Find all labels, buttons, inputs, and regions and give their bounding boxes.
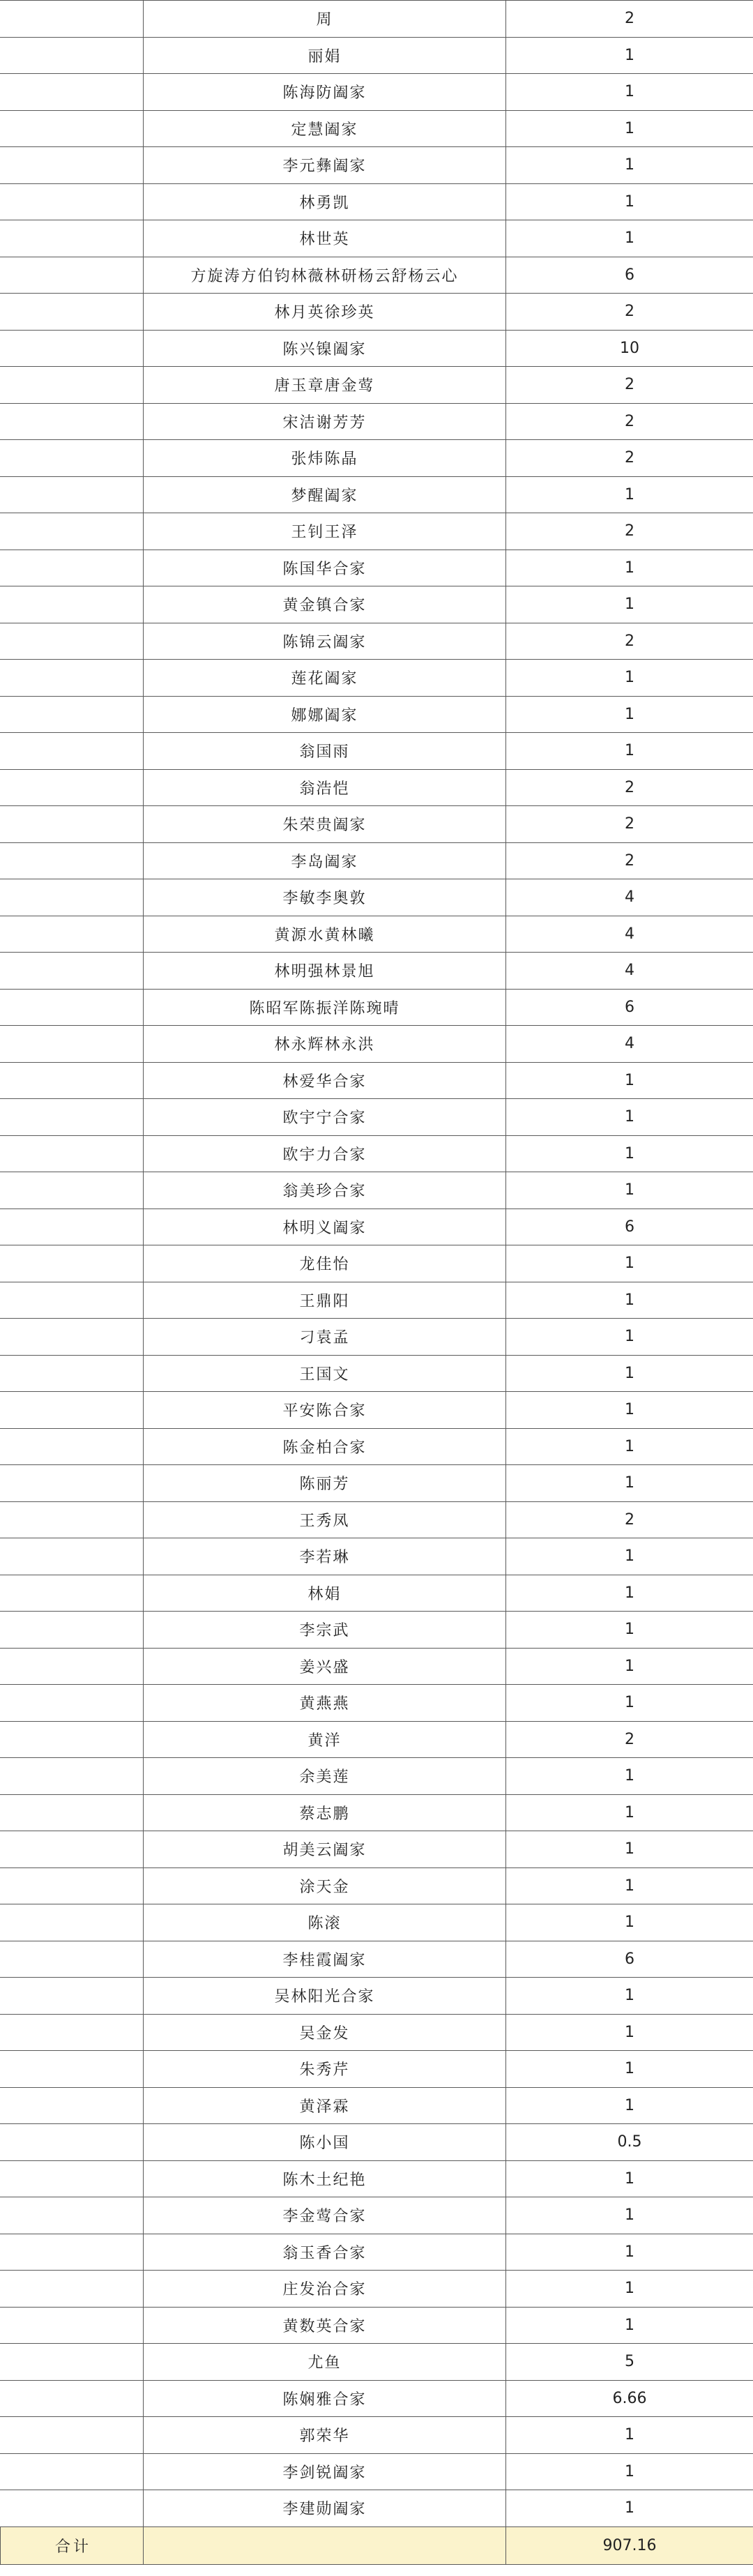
table-row xyxy=(1,367,753,404)
donor-name-cell: 王国文 xyxy=(144,1355,506,1392)
table-row xyxy=(1,842,753,879)
donor-name-cell: 黄源水黄林曦 xyxy=(144,916,506,953)
count-cell: 1 xyxy=(506,476,753,513)
blank-cell xyxy=(1,403,144,440)
donor-name-cell: 陈海防阖家 xyxy=(144,74,506,111)
blank-cell xyxy=(1,1355,144,1392)
donor-name-cell: 吴林阳光合家 xyxy=(144,1978,506,2015)
count-cell: 1 xyxy=(506,1099,753,1136)
donor-name-cell: 李金莺合家 xyxy=(144,2197,506,2234)
table-row xyxy=(1,2124,753,2161)
donor-name-cell: 翁美珍合家 xyxy=(144,1172,506,1209)
donor-name-cell: 林永辉林永洪 xyxy=(144,1026,506,1063)
donor-name-cell: 李桂霞阖家 xyxy=(144,1941,506,1978)
count-cell: 1 xyxy=(506,2087,753,2124)
donor-name-cell: 吴金发 xyxy=(144,2014,506,2051)
donor-name-cell: 李元彝阖家 xyxy=(144,147,506,184)
blank-cell xyxy=(1,623,144,660)
table-row xyxy=(1,1245,753,1282)
donor-name-cell: 林娟 xyxy=(144,1575,506,1612)
table-row xyxy=(1,2271,753,2308)
count-cell: 4 xyxy=(506,1026,753,1063)
table-row xyxy=(1,1135,753,1172)
table-row xyxy=(1,147,753,184)
table-row xyxy=(1,769,753,806)
table-row xyxy=(1,2453,753,2490)
table-row xyxy=(1,1099,753,1136)
blank-cell xyxy=(1,1904,144,1941)
count-cell: 1 xyxy=(506,220,753,257)
count-cell: 4 xyxy=(506,953,753,990)
count-cell: 1 xyxy=(506,1978,753,2015)
table-row xyxy=(1,586,753,623)
table-row xyxy=(1,550,753,586)
blank-cell xyxy=(1,37,144,74)
count-cell: 1 xyxy=(506,1062,753,1099)
table-row xyxy=(1,1575,753,1612)
count-cell: 1 xyxy=(506,1245,753,1282)
blank-cell xyxy=(1,513,144,550)
table-row xyxy=(1,879,753,916)
blank-cell xyxy=(1,2234,144,2271)
donor-name-cell: 唐玉章唐金莺 xyxy=(144,367,506,404)
count-cell: 1 xyxy=(506,2271,753,2308)
donor-name-cell: 梦醒阖家 xyxy=(144,476,506,513)
table-row xyxy=(1,1978,753,2015)
count-cell: 1 xyxy=(506,1758,753,1795)
blank-cell xyxy=(1,1978,144,2015)
count-cell: 1 xyxy=(506,147,753,184)
blank-cell xyxy=(1,2307,144,2344)
blank-cell xyxy=(1,2051,144,2088)
table-row xyxy=(1,2307,753,2344)
count-cell: 1 xyxy=(506,183,753,220)
total-label: 合计 xyxy=(1,2526,144,2564)
donor-name-cell: 宋洁谢芳芳 xyxy=(144,403,506,440)
table-row xyxy=(1,1501,753,1538)
donation-table-body xyxy=(1,1,753,2527)
table-row xyxy=(1,1465,753,1502)
table-row xyxy=(1,1612,753,1649)
table-row xyxy=(1,1721,753,1758)
table-row xyxy=(1,1904,753,1941)
blank-cell xyxy=(1,733,144,770)
donor-name-cell: 李剑锐阖家 xyxy=(144,2453,506,2490)
count-cell: 6 xyxy=(506,1941,753,1978)
blank-cell xyxy=(1,2087,144,2124)
blank-cell xyxy=(1,110,144,147)
count-cell: 1 xyxy=(506,1867,753,1904)
donor-name-cell: 龙佳怡 xyxy=(144,1245,506,1282)
donor-name-cell: 林月英徐珍英 xyxy=(144,294,506,331)
table-row xyxy=(1,989,753,1026)
table-row xyxy=(1,733,753,770)
blank-cell xyxy=(1,2271,144,2308)
donor-name-cell: 胡美云阖家 xyxy=(144,1831,506,1868)
donor-name-cell: 陈兴镍阖家 xyxy=(144,330,506,367)
donor-name-cell: 王秀凤 xyxy=(144,1501,506,1538)
blank-cell xyxy=(1,220,144,257)
donor-name-cell: 黄燕燕 xyxy=(144,1685,506,1722)
blank-cell xyxy=(1,879,144,916)
count-cell: 1 xyxy=(506,1648,753,1685)
blank-cell xyxy=(1,440,144,477)
count-cell: 1 xyxy=(506,1392,753,1429)
blank-cell xyxy=(1,1831,144,1868)
blank-cell xyxy=(1,1172,144,1209)
count-cell: 2 xyxy=(506,1721,753,1758)
blank-cell xyxy=(1,2490,144,2527)
donor-name-cell: 李建勋阖家 xyxy=(144,2490,506,2527)
donor-name-cell: 黄数英合家 xyxy=(144,2307,506,2344)
blank-cell xyxy=(1,1867,144,1904)
table-row xyxy=(1,2380,753,2417)
donor-name-cell: 丽娟 xyxy=(144,37,506,74)
table-row xyxy=(1,183,753,220)
donor-name-cell: 王钊王泽 xyxy=(144,513,506,550)
count-cell: 1 xyxy=(506,2307,753,2344)
table-row xyxy=(1,2087,753,2124)
table-row xyxy=(1,623,753,660)
blank-cell xyxy=(1,2124,144,2161)
donor-name-cell: 黄洋 xyxy=(144,1721,506,1758)
table-row xyxy=(1,2160,753,2197)
count-cell: 1 xyxy=(506,2234,753,2271)
table-row xyxy=(1,330,753,367)
count-cell: 1 xyxy=(506,1575,753,1612)
blank-cell xyxy=(1,660,144,697)
donor-name-cell: 刁袁孟 xyxy=(144,1319,506,1356)
blank-cell xyxy=(1,1099,144,1136)
table-row xyxy=(1,696,753,733)
table-row xyxy=(1,440,753,477)
count-cell: 2 xyxy=(506,842,753,879)
blank-cell xyxy=(1,1941,144,1978)
donor-name-cell: 李若琳 xyxy=(144,1538,506,1575)
donor-name-cell: 陈昭军陈振洋陈琬晴 xyxy=(144,989,506,1026)
count-cell: 1 xyxy=(506,586,753,623)
count-cell: 1 xyxy=(506,1831,753,1868)
blank-cell xyxy=(1,183,144,220)
count-cell: 1 xyxy=(506,1135,753,1172)
donor-name-cell: 王鼎阳 xyxy=(144,1282,506,1319)
blank-cell xyxy=(1,1758,144,1795)
count-cell: 1 xyxy=(506,1612,753,1649)
blank-cell xyxy=(1,476,144,513)
donor-name-cell: 陈小国 xyxy=(144,2124,506,2161)
donor-name-cell: 定慧阖家 xyxy=(144,110,506,147)
blank-cell xyxy=(1,367,144,404)
donor-name-cell: 林明义阖家 xyxy=(144,1209,506,1245)
donor-name-cell: 陈锦云阖家 xyxy=(144,623,506,660)
count-cell: 1 xyxy=(506,1538,753,1575)
blank-cell xyxy=(1,257,144,294)
table-row xyxy=(1,2051,753,2088)
donor-name-cell: 莲花阖家 xyxy=(144,660,506,697)
count-cell: 0.5 xyxy=(506,2124,753,2161)
donor-name-cell: 涂天金 xyxy=(144,1867,506,1904)
blank-cell xyxy=(1,2344,144,2381)
count-cell: 1 xyxy=(506,2490,753,2527)
count-cell: 1 xyxy=(506,110,753,147)
count-cell: 2 xyxy=(506,440,753,477)
count-cell: 6 xyxy=(506,989,753,1026)
blank-cell xyxy=(1,1135,144,1172)
table-row xyxy=(1,476,753,513)
blank-cell xyxy=(1,74,144,111)
count-cell: 1 xyxy=(506,1428,753,1465)
blank-cell xyxy=(1,1026,144,1063)
count-cell: 1 xyxy=(506,1465,753,1502)
count-cell: 2 xyxy=(506,806,753,843)
donor-name-cell: 林世英 xyxy=(144,220,506,257)
blank-cell xyxy=(1,1319,144,1356)
donor-name-cell: 欧宇力合家 xyxy=(144,1135,506,1172)
count-cell: 1 xyxy=(506,2197,753,2234)
donor-name-cell: 郭荣华 xyxy=(144,2417,506,2454)
blank-cell xyxy=(1,1282,144,1319)
table-row xyxy=(1,1282,753,1319)
total-value: 907.16 xyxy=(506,2526,753,2564)
blank-cell xyxy=(1,806,144,843)
table-row xyxy=(1,1831,753,1868)
blank-cell xyxy=(1,1538,144,1575)
blank-cell xyxy=(1,1501,144,1538)
count-cell: 1 xyxy=(506,2014,753,2051)
count-cell: 1 xyxy=(506,74,753,111)
total-row xyxy=(1,2526,753,2564)
count-cell: 1 xyxy=(506,2453,753,2490)
donor-name-cell: 平安陈合家 xyxy=(144,1392,506,1429)
table-row xyxy=(1,110,753,147)
blank-cell xyxy=(1,330,144,367)
blank-cell xyxy=(1,2014,144,2051)
donor-name-cell: 陈国华合家 xyxy=(144,550,506,586)
count-cell: 1 xyxy=(506,550,753,586)
table-row xyxy=(1,1392,753,1429)
donor-name-cell: 李宗武 xyxy=(144,1612,506,1649)
donor-name-cell: 朱秀芹 xyxy=(144,2051,506,2088)
donor-name-cell: 黄泽霖 xyxy=(144,2087,506,2124)
count-cell: 2 xyxy=(506,769,753,806)
count-cell: 2 xyxy=(506,367,753,404)
blank-cell xyxy=(1,842,144,879)
count-cell: 6 xyxy=(506,1209,753,1245)
table-row xyxy=(1,916,753,953)
blank-cell xyxy=(1,2380,144,2417)
donor-name-cell: 周 xyxy=(144,1,506,38)
table-row xyxy=(1,1685,753,1722)
table-row xyxy=(1,1758,753,1795)
count-cell: 2 xyxy=(506,623,753,660)
count-cell: 1 xyxy=(506,1355,753,1392)
table-row xyxy=(1,2490,753,2527)
blank-cell xyxy=(1,1245,144,1282)
count-cell: 1 xyxy=(506,1319,753,1356)
blank-cell xyxy=(1,696,144,733)
blank-cell xyxy=(1,2197,144,2234)
blank-cell xyxy=(1,1575,144,1612)
count-cell: 1 xyxy=(506,1794,753,1831)
blank-cell xyxy=(1,2453,144,2490)
donor-name-cell: 欧宇宁合家 xyxy=(144,1099,506,1136)
donor-name-cell: 陈娴雅合家 xyxy=(144,2380,506,2417)
table-row xyxy=(1,74,753,111)
table-row xyxy=(1,2344,753,2381)
blank-cell xyxy=(1,1209,144,1245)
count-cell: 2 xyxy=(506,1,753,38)
donor-name-cell: 翁玉香合家 xyxy=(144,2234,506,2271)
table-row xyxy=(1,1941,753,1978)
table-row xyxy=(1,513,753,550)
donor-name-cell: 林爱华合家 xyxy=(144,1062,506,1099)
table-row xyxy=(1,1172,753,1209)
blank-cell xyxy=(1,1648,144,1685)
donor-name-cell: 方旋涛方伯钧林薇林研杨云舒杨云心 xyxy=(144,257,506,294)
table-row xyxy=(1,257,753,294)
count-cell: 1 xyxy=(506,733,753,770)
donor-name-cell: 陈丽芳 xyxy=(144,1465,506,1502)
donor-name-cell: 姜兴盛 xyxy=(144,1648,506,1685)
table-row xyxy=(1,294,753,331)
total-empty-cell xyxy=(144,2526,506,2564)
table-row xyxy=(1,220,753,257)
blank-cell xyxy=(1,550,144,586)
table-row xyxy=(1,2014,753,2051)
donor-name-cell: 陈滚 xyxy=(144,1904,506,1941)
blank-cell xyxy=(1,147,144,184)
donor-name-cell: 张炜陈晶 xyxy=(144,440,506,477)
table-row xyxy=(1,660,753,697)
table-row xyxy=(1,1026,753,1063)
count-cell: 5 xyxy=(506,2344,753,2381)
blank-cell xyxy=(1,1612,144,1649)
table-row xyxy=(1,806,753,843)
count-cell: 4 xyxy=(506,916,753,953)
blank-cell xyxy=(1,294,144,331)
donor-name-cell: 朱荣贵阖家 xyxy=(144,806,506,843)
blank-cell xyxy=(1,1794,144,1831)
donor-name-cell: 林勇凯 xyxy=(144,183,506,220)
blank-cell xyxy=(1,1,144,38)
blank-cell xyxy=(1,769,144,806)
table-row xyxy=(1,1209,753,1245)
donor-name-cell: 娜娜阖家 xyxy=(144,696,506,733)
count-cell: 1 xyxy=(506,2417,753,2454)
count-cell: 1 xyxy=(506,696,753,733)
donor-name-cell: 陈金柏合家 xyxy=(144,1428,506,1465)
count-cell: 1 xyxy=(506,1904,753,1941)
donor-name-cell: 尤鱼 xyxy=(144,2344,506,2381)
donor-name-cell: 陈木土纪艳 xyxy=(144,2160,506,2197)
count-cell: 2 xyxy=(506,294,753,331)
donor-name-cell: 林明强林景旭 xyxy=(144,953,506,990)
donor-name-cell: 余美莲 xyxy=(144,1758,506,1795)
table-row xyxy=(1,2417,753,2454)
count-cell: 6.66 xyxy=(506,2380,753,2417)
table-row xyxy=(1,953,753,990)
table-row xyxy=(1,1355,753,1392)
count-cell: 1 xyxy=(506,2160,753,2197)
blank-cell xyxy=(1,953,144,990)
blank-cell xyxy=(1,1685,144,1722)
donor-name-cell: 庄发治合家 xyxy=(144,2271,506,2308)
table-row xyxy=(1,2234,753,2271)
table-row xyxy=(1,403,753,440)
table-row xyxy=(1,1319,753,1356)
table-row xyxy=(1,1648,753,1685)
table-row xyxy=(1,2197,753,2234)
count-cell: 6 xyxy=(506,257,753,294)
blank-cell xyxy=(1,586,144,623)
count-cell: 1 xyxy=(506,2051,753,2088)
donor-name-cell: 黄金镇合家 xyxy=(144,586,506,623)
blank-cell xyxy=(1,916,144,953)
blank-cell xyxy=(1,1062,144,1099)
donor-name-cell: 蔡志鹏 xyxy=(144,1794,506,1831)
blank-cell xyxy=(1,2160,144,2197)
donor-name-cell: 李敏李奥敦 xyxy=(144,879,506,916)
blank-cell xyxy=(1,1465,144,1502)
count-cell: 1 xyxy=(506,37,753,74)
donor-name-cell: 李岛阖家 xyxy=(144,842,506,879)
blank-cell xyxy=(1,2417,144,2454)
count-cell: 4 xyxy=(506,879,753,916)
table-row xyxy=(1,1,753,38)
count-cell: 2 xyxy=(506,1501,753,1538)
donor-name-cell: 翁浩恺 xyxy=(144,769,506,806)
blank-cell xyxy=(1,1721,144,1758)
count-cell: 1 xyxy=(506,1172,753,1209)
table-row xyxy=(1,1794,753,1831)
count-cell: 1 xyxy=(506,660,753,697)
count-cell: 1 xyxy=(506,1282,753,1319)
donor-name-cell: 翁国雨 xyxy=(144,733,506,770)
table-row xyxy=(1,1062,753,1099)
blank-cell xyxy=(1,1392,144,1429)
count-cell: 2 xyxy=(506,513,753,550)
blank-cell xyxy=(1,1428,144,1465)
count-cell: 1 xyxy=(506,1685,753,1722)
table-row xyxy=(1,1867,753,1904)
count-cell: 10 xyxy=(506,330,753,367)
count-cell: 2 xyxy=(506,403,753,440)
table-row xyxy=(1,1428,753,1465)
table-row xyxy=(1,37,753,74)
blank-cell xyxy=(1,989,144,1026)
table-row xyxy=(1,1538,753,1575)
